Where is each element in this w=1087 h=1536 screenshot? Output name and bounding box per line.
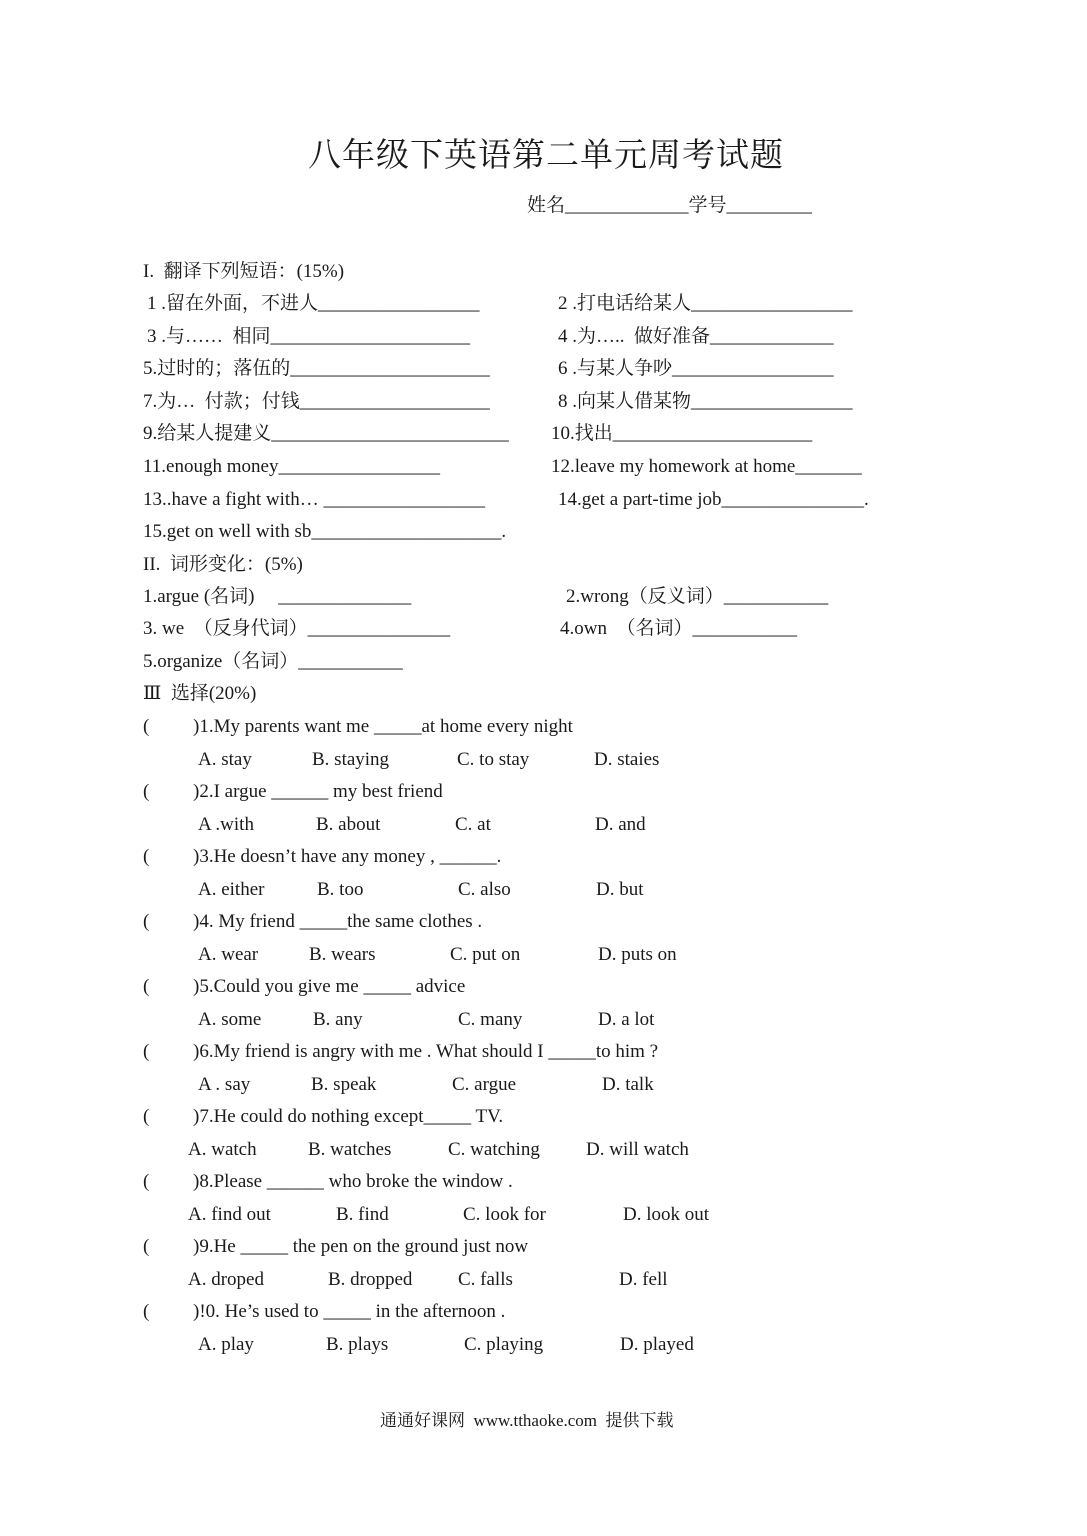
word-form-item-1: 1.argue (名词) ______________ xyxy=(143,586,412,607)
question-2-option-c: C. at xyxy=(455,814,491,835)
phrase-item-10: 10.找出_____________________ xyxy=(551,423,813,444)
answer-paren: ( xyxy=(143,1106,150,1127)
question-9-option-b: B. dropped xyxy=(328,1269,413,1290)
question-1-option-d: D. staies xyxy=(594,749,660,770)
question-7-option-d: D. will watch xyxy=(586,1139,689,1160)
question-3-option-c: C. also xyxy=(458,879,511,900)
question-4-option-c: C. put on xyxy=(450,944,521,965)
question-7-option-b: B. watches xyxy=(308,1139,392,1160)
word-form-item-3: 3. we （反身代词）_______________ xyxy=(143,618,451,639)
question-8-option-c: C. look for xyxy=(463,1204,546,1225)
question-1-option-a: A. stay xyxy=(198,749,252,770)
answer-paren: ( xyxy=(143,846,150,867)
question-1-option-b: B. staying xyxy=(312,749,390,770)
question-7-option-a: A. watch xyxy=(188,1139,257,1160)
question-3-option-a: A. either xyxy=(198,879,265,900)
question-1-option-c: C. to stay xyxy=(457,749,530,770)
question-9-option-a: A. droped xyxy=(188,1269,264,1290)
question-4-option-b: B. wears xyxy=(309,944,376,965)
word-form-item-4: 4.own （名词）___________ xyxy=(560,618,797,639)
question-10-option-a: A. play xyxy=(198,1334,254,1355)
answer-paren: ( xyxy=(143,716,150,737)
answer-paren: ( xyxy=(143,911,150,932)
answer-paren: ( xyxy=(143,1301,150,1322)
question-3-option-b: B. too xyxy=(317,879,364,900)
answer-paren: ( xyxy=(143,781,150,802)
phrase-item-13: 13..have a fight with… _________________ xyxy=(143,489,485,510)
phrase-item-3: 3 .与…… 相同_____________________ xyxy=(147,326,471,347)
question-10-option-b: B. plays xyxy=(326,1334,389,1355)
phrase-item-11: 11.enough money_________________ xyxy=(143,456,440,477)
question-3-option-d: D. but xyxy=(596,879,644,900)
phrase-item-8: 8 .向某人借某物_________________ xyxy=(558,391,853,412)
word-form-item-5: 5.organize（名词）___________ xyxy=(143,651,403,672)
question-7-stem: )7.He could do nothing except_____ TV. xyxy=(193,1106,504,1127)
question-4-stem: )4. My friend _____the same clothes . xyxy=(193,911,483,932)
question-5-stem: )5.Could you give me _____ advice xyxy=(193,976,466,997)
phrase-item-14: 14.get a part-time job_______________. xyxy=(558,489,869,510)
answer-paren: ( xyxy=(143,1041,150,1062)
question-6-option-d: D. talk xyxy=(602,1074,654,1095)
question-8-stem: )8.Please ______ who broke the window . xyxy=(193,1171,513,1192)
phrase-item-1: 1 .留在外面，不进人_________________ xyxy=(147,293,480,314)
phrase-item-5: 5.过时的；落伍的_____________________ xyxy=(143,358,490,379)
question-10-option-c: C. playing xyxy=(464,1334,544,1355)
phrase-item-12: 12.leave my homework at home_______ xyxy=(551,456,862,477)
question-5-option-d: D. a lot xyxy=(598,1009,655,1030)
question-8-option-a: A. find out xyxy=(188,1204,271,1225)
question-9-option-c: C. falls xyxy=(458,1269,513,1290)
question-10-stem: )!0. He’s used to _____ in the afternoon . xyxy=(193,1301,506,1322)
question-1-stem: )1.My parents want me _____at home every night xyxy=(193,716,573,737)
section-2-heading: II. 词形变化：(5%) xyxy=(143,554,303,575)
name-and-id-field: 姓名_____________学号_________ xyxy=(527,195,813,216)
answer-paren: ( xyxy=(143,1171,150,1192)
question-4-option-d: D. puts on xyxy=(598,944,677,965)
phrase-item-6: 6 .与某人争吵_________________ xyxy=(558,358,834,379)
question-3-stem: )3.He doesn’t have any money , ______. xyxy=(193,846,502,867)
question-7-option-c: C. watching xyxy=(448,1139,540,1160)
phrase-item-15: 15.get on well with sb____________________. xyxy=(143,521,507,542)
question-4-option-a: A. wear xyxy=(198,944,259,965)
question-9-stem: )9.He _____ the pen on the ground just now xyxy=(193,1236,529,1257)
phrase-item-9: 9.给某人提建义_________________________ xyxy=(143,423,509,444)
section-1-heading: I. 翻译下列短语：(15%) xyxy=(143,261,345,282)
footer-source: 通通好课网 www.tthaoke.com 提供下载 xyxy=(380,1411,674,1430)
page-title: 八年级下英语第二单元周考试题 xyxy=(308,138,784,174)
phrase-item-7: 7.为… 付款；付钱____________________ xyxy=(143,391,490,412)
answer-paren: ( xyxy=(143,976,150,997)
question-2-option-a: A .with xyxy=(198,814,254,835)
question-9-option-d: D. fell xyxy=(619,1269,668,1290)
question-8-option-d: D. look out xyxy=(623,1204,710,1225)
question-5-option-c: C. many xyxy=(458,1009,523,1030)
question-5-option-a: A. some xyxy=(198,1009,262,1030)
phrase-item-2: 2 .打电话给某人_________________ xyxy=(558,293,853,314)
phrase-item-4: 4 .为….. 做好准备_____________ xyxy=(558,326,834,347)
question-2-stem: )2.I argue ______ my best friend xyxy=(193,781,443,802)
question-6-option-a: A . say xyxy=(198,1074,251,1095)
question-10-option-d: D. played xyxy=(620,1334,694,1355)
word-form-item-2: 2.wrong（反义词）___________ xyxy=(566,586,829,607)
question-2-option-d: D. and xyxy=(595,814,646,835)
question-6-option-b: B. speak xyxy=(311,1074,377,1095)
question-5-option-b: B. any xyxy=(313,1009,363,1030)
section-3-heading: Ⅲ 选择(20%) xyxy=(143,683,257,704)
question-6-option-c: C. argue xyxy=(452,1074,517,1095)
question-8-option-b: B. find xyxy=(336,1204,389,1225)
answer-paren: ( xyxy=(143,1236,150,1257)
question-2-option-b: B. about xyxy=(316,814,381,835)
question-6-stem: )6.My friend is angry with me . What should I _____to him ? xyxy=(193,1041,659,1062)
